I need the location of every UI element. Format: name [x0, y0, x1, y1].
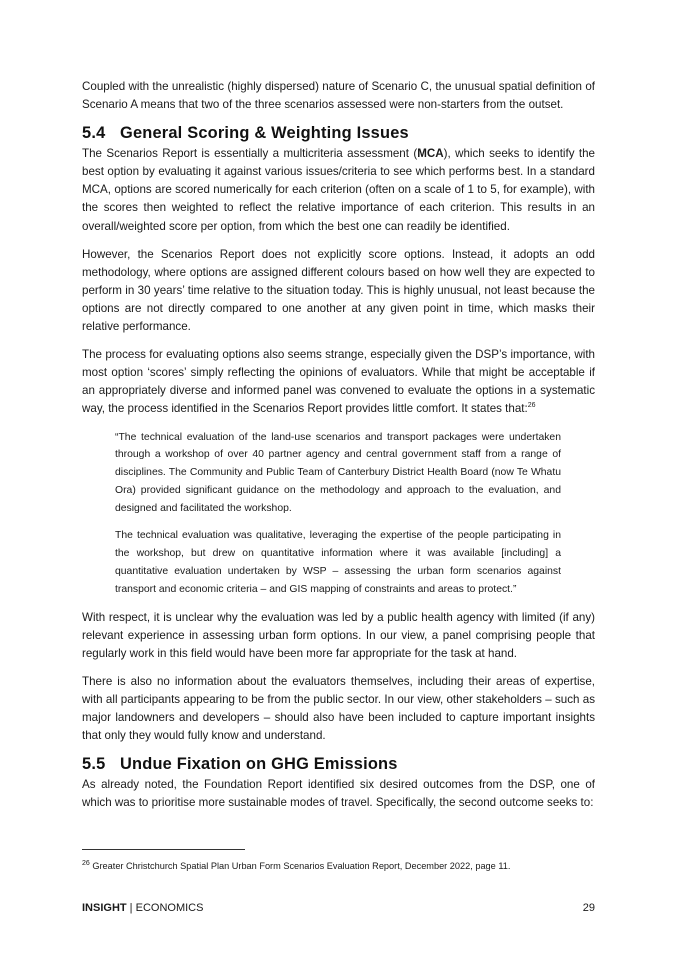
- paragraph-public-health: With respect, it is unclear why the evaluation was led by a public health agency with limited (if any) relevant experience in assessing urban form options. In our view, a panel comprising people that regularly work in this field would have been more far appropriate for the task at hand.: [82, 610, 595, 660]
- paragraph-evaluators: There is also no information about the evaluators themselves, including their areas of expertise, with all participants appearing to be from the public sector. In our view, other stakeholders – such as major landowners and developers – should also have been included to capture important insights that only they would fully know and understand.: [82, 674, 595, 743]
- section-number: 5.4: [82, 124, 106, 143]
- footnote-text: Greater Christchurch Spatial Plan Urban Form Scenarios Evaluation Report, December 2022, page 11.: [89, 861, 511, 871]
- page-footer: [82, 902, 595, 916]
- document-body: [82, 78, 595, 823]
- bold-term-mca: MCA: [417, 147, 444, 161]
- footer-separator: |: [126, 902, 136, 914]
- section-title: General Scoring & Weighting Issues: [120, 124, 409, 143]
- footer-brand-rest: ECONOMICS: [135, 902, 204, 914]
- page-number: 29: [582, 902, 595, 914]
- paragraph-text: The Scenarios Report is essentially a multicriteria assessment (: [82, 147, 418, 161]
- footer-brand-bold: INSIGHT: [82, 902, 127, 914]
- paragraph-mca: [82, 145, 595, 235]
- quote-paragraph-2: The technical evaluation was qualitative, leveraging the expertise of the people participating in the workshop, but drew on quantitative information where it was available [including] a quantitative evaluation undertaken by WSP – assessing the urban form scenarios against transport and economic criteria – and GIS mapping of constraints and areas to protect.”: [115, 530, 561, 595]
- paragraph-scoring: However, the Scenarios Report does not explicitly score options. Instead, it adopts an odd methodology, where options are assigned different colours based on how well they are expected to perform in 30 years’ time relative to the situation today. This is highly unusual, not least because the options are not directly compared to one another at any given point in time, which masks their relative performance.: [82, 247, 595, 334]
- paragraph-text: The process for evaluating options also seems strange, especially given the DSP’s importance, with most option ‘scores’ simply reflecting the opinions of evaluators. While that might be acceptable if an appropriately diverse and informed panel was convened to evaluate the options in a systematic way, the process identified in the Scenarios Report provides little comfort. It states that:: [82, 348, 595, 416]
- footnote: [82, 860, 595, 872]
- paragraph-scenario-a-c: Coupled with the unrealistic (highly dispersed) nature of Scenario C, the unusual spatial definition of Scenario A means that two of the three scenarios assessed were non-starters from the outset.: [82, 80, 595, 112]
- block-quote: [115, 429, 561, 599]
- quote-paragraph-1: “The technical evaluation of the land-use scenarios and transport packages were undertaken through a workshop of over 40 partner agency and central government staff from a range of disciplines. The Community and Public Team of Canterbury District Health Board (now Te Whatu Ora) provided significant guidance on the methodology and approach to the evaluation, and designed and facilitated the workshop.: [115, 431, 561, 514]
- paragraph-foundation-report: As already noted, the Foundation Report identified six desired outcomes from the DSP, one of which was to prioritise more sustainable modes of travel. Specifically, the second outcome seeks to:: [82, 778, 595, 810]
- footnote-ref: 26: [527, 402, 536, 410]
- section-heading-5-4: [82, 124, 595, 143]
- section-heading-5-5: [82, 755, 595, 774]
- footnote-marker: 26: [82, 859, 90, 867]
- section-number: 5.5: [82, 755, 106, 774]
- paragraph-text: ), which seeks to identify the best option by evaluating it against various issues/criteria to see which performs best. In a standard MCA, options are scored numerically for each criterion (often on a scale of 1 to 5, for example), with the scores then weighted to reflect the relative importance of each criterion. This results in an overall/weighted score per option, from which the best one can readily be identified.: [82, 147, 595, 233]
- paragraph-process: [82, 346, 595, 418]
- section-title: Undue Fixation on GHG Emissions: [120, 755, 398, 774]
- footnote-divider: [82, 849, 245, 850]
